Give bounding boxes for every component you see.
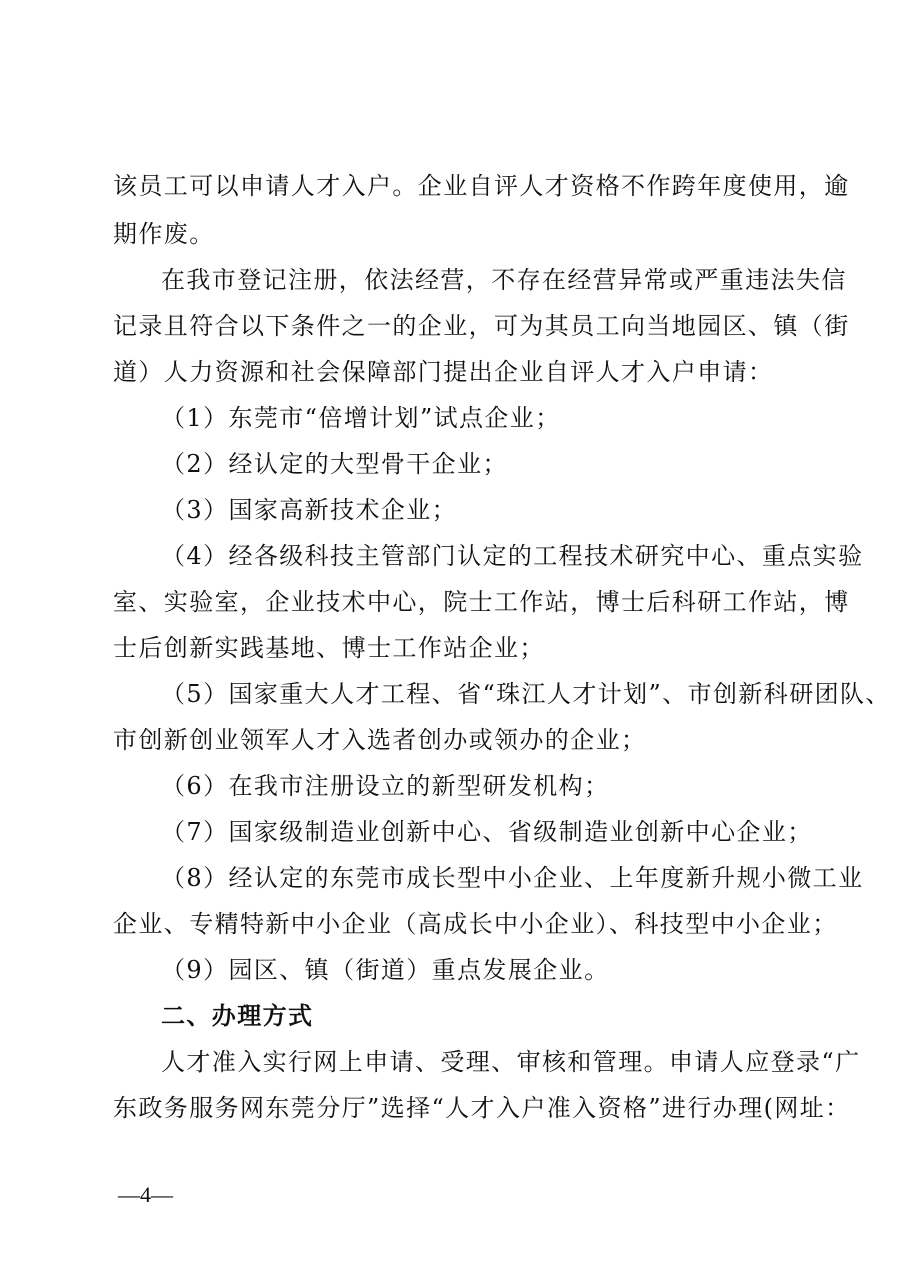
list-item-9: （9）园区、镇（街道）重点发展企业。 <box>161 956 610 984</box>
body-line-1: 该员工可以申请人才入户。企业自评人才资格不作跨年度使用，逾 <box>113 172 850 200</box>
body-line-3: 在我市登记注册，依法经营，不存在经营异常或严重违法失信 <box>161 266 847 294</box>
body-line-20: 人才准入实行网上申请、受理、审核和管理。申请人应登录“广 <box>161 1048 861 1076</box>
body-line-5: 道）人力资源和社会保障部门提出企业自评人才入户申请： <box>113 358 774 386</box>
list-item-8-line-1: （8）经认定的东莞市成长型中小企业、上年度新升规小微工业 <box>161 864 864 892</box>
list-item-5-line-2: 市创新创业领军人才入选者创办或领办的企业； <box>113 726 647 754</box>
list-item-6: （6）在我市注册设立的新型研发机构； <box>161 772 610 800</box>
page-number: —4— <box>118 1182 173 1207</box>
list-item-5-line-1: （5）国家重大人才工程、省“珠江人才计划”、市创新科研团队、 <box>161 680 891 708</box>
section-heading: 二、办理方式 <box>161 1002 314 1030</box>
list-item-8-line-2: 企业、专精特新中小企业（高成长中小企业）、科技型中小企业； <box>113 910 838 938</box>
list-item-2: （2）经认定的大型骨干企业； <box>161 450 508 478</box>
list-item-1: （1）东莞市“倍增计划”试点企业； <box>161 404 561 432</box>
body-line-2: 期作废。 <box>113 220 215 248</box>
list-item-3: （3）国家高新技术企业； <box>161 496 458 524</box>
list-item-4-line-1: （4）经各级科技主管部门认定的工程技术研究中心、重点实验 <box>161 542 864 570</box>
body-line-21: 东政务服务网东莞分厅”选择“人才入户准入资格”进行办理(网址： <box>113 1094 851 1122</box>
body-line-4: 记录且符合以下条件之一的企业，可为其员工向当地园区、镇（街 <box>113 312 850 340</box>
list-item-4-line-3: 士后创新实践基地、博士工作站企业； <box>113 634 545 662</box>
list-item-7: （7）国家级制造业创新中心、省级制造业创新中心企业； <box>161 818 813 846</box>
list-item-4-line-2: 室、实验室，企业技术中心，院士工作站，博士后科研工作站，博 <box>113 588 850 616</box>
